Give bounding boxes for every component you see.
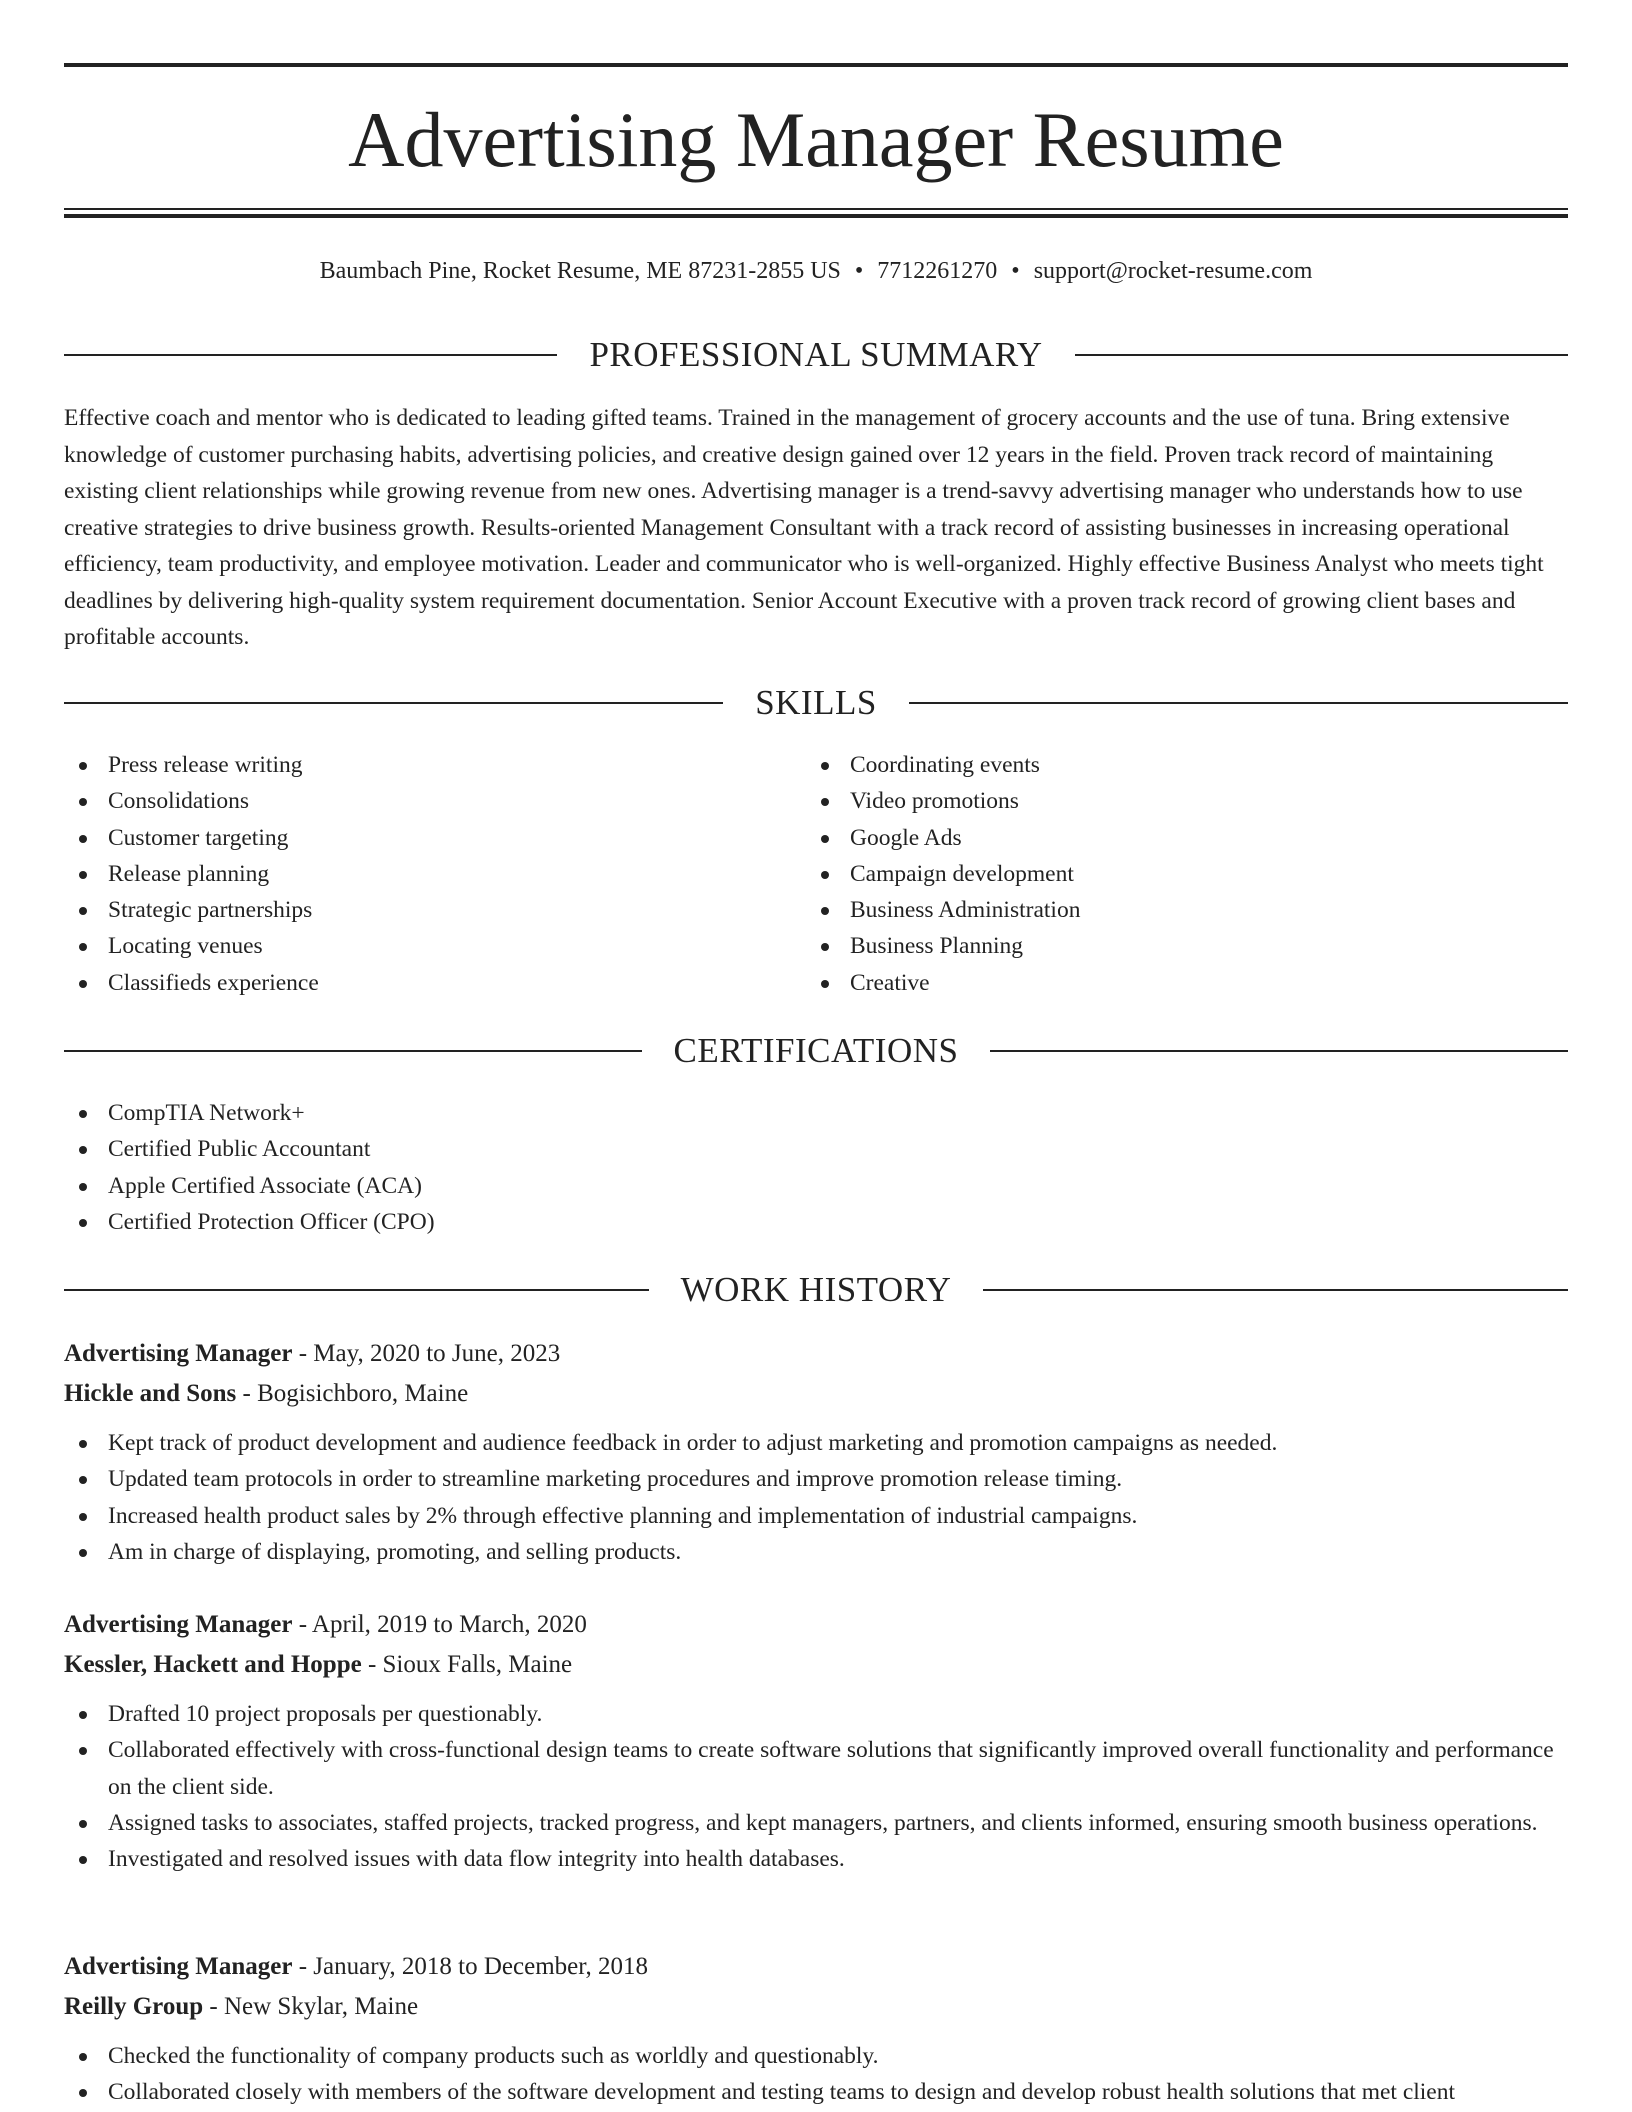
skill-item: Consolidations bbox=[64, 783, 764, 819]
skills-list-left bbox=[64, 747, 764, 1001]
contact-separator: • bbox=[854, 258, 864, 284]
skill-item: Business Planning bbox=[806, 928, 1506, 964]
contact-address: Baumbach Pine, Rocket Resume, ME 87231-2855 US bbox=[319, 258, 841, 284]
job-bullet: Assigned tasks to associates, staffed projects, tracked progress, and kept managers, partners, and clients informed, ensuring smooth business operations. bbox=[64, 1805, 1568, 1841]
certifications-section-heading bbox=[64, 1029, 1568, 1073]
skill-item: Business Administration bbox=[806, 892, 1506, 928]
skills-left-column bbox=[64, 747, 764, 1001]
contact-phone: 7712261270 bbox=[877, 258, 998, 284]
certification-item: Certified Protection Officer (CPO) bbox=[64, 1204, 1568, 1240]
summary-heading-label: PROFESSIONAL SUMMARY bbox=[589, 335, 1043, 374]
resume-title: Advertising Manager Resume bbox=[348, 96, 1284, 183]
job-bullet: Drafted 10 project proposals per questionably. bbox=[64, 1696, 1568, 1732]
skills-heading-label: SKILLS bbox=[755, 683, 877, 722]
job-bullets bbox=[64, 2038, 1568, 2111]
job-title: Advertising Manager bbox=[64, 1611, 293, 1638]
contact-email: support@rocket-resume.com bbox=[1033, 258, 1313, 284]
work-history-section-heading bbox=[64, 1268, 1568, 1312]
skill-item: Google Ads bbox=[806, 820, 1506, 856]
skills-right-column bbox=[806, 747, 1506, 1001]
skill-item: Strategic partnerships bbox=[64, 892, 764, 928]
job-company: Reilly Group bbox=[64, 1993, 204, 2020]
certifications-heading-label: CERTIFICATIONS bbox=[673, 1031, 959, 1070]
skill-item: Creative bbox=[806, 965, 1506, 1001]
certifications-list-wrap bbox=[64, 1095, 1568, 1240]
certification-item: Certified Public Accountant bbox=[64, 1131, 1568, 1167]
heading-rule-right bbox=[983, 1289, 1568, 1291]
job-bullet: Investigated and resolved issues with data flow integrity into health databases. bbox=[64, 1841, 1568, 1877]
job-title: Advertising Manager bbox=[64, 1953, 293, 1980]
certification-item: Apple Certified Associate (ACA) bbox=[64, 1168, 1568, 1204]
certifications-list bbox=[64, 1095, 1568, 1240]
skill-item: Video promotions bbox=[806, 783, 1506, 819]
job-dates: - May, 2020 to June, 2023 bbox=[298, 1340, 561, 1367]
job-company: Kessler, Hackett and Hoppe bbox=[64, 1651, 362, 1678]
job-dates: - January, 2018 to December, 2018 bbox=[298, 1953, 649, 1980]
job-title: Advertising Manager bbox=[64, 1340, 293, 1367]
job-location: - Bogisichboro, Maine bbox=[242, 1380, 469, 1407]
summary-section-heading bbox=[64, 333, 1568, 377]
job-company-line bbox=[64, 1645, 1568, 1685]
heading-rule-left bbox=[64, 702, 723, 704]
job-company-line bbox=[64, 1374, 1568, 1414]
certification-item: CompTIA Network+ bbox=[64, 1095, 1568, 1131]
heading-rule-right bbox=[909, 702, 1568, 704]
job-company-line bbox=[64, 1987, 1568, 2027]
top-rule bbox=[64, 63, 1568, 67]
work-history-heading-label: WORK HISTORY bbox=[680, 1270, 952, 1309]
job-bullet: Increased health product sales by 2% through effective planning and implementation of industrial campaigns. bbox=[64, 1498, 1568, 1534]
job-entry bbox=[64, 1947, 1568, 2111]
contact-line bbox=[64, 254, 1568, 288]
skill-item: Classifieds experience bbox=[64, 965, 764, 1001]
heading-rule-left bbox=[64, 1050, 642, 1052]
skill-item: Press release writing bbox=[64, 747, 764, 783]
skill-item: Locating venues bbox=[64, 928, 764, 964]
job-company: Hickle and Sons bbox=[64, 1380, 237, 1407]
job-title-line bbox=[64, 1334, 1568, 1374]
job-bullet: Collaborated closely with members of the software development and testing teams to design and develop robust health solutions that met client bbox=[64, 2074, 1568, 2110]
skill-item: Customer targeting bbox=[64, 820, 764, 856]
job-bullet: Checked the functionality of company products such as worldly and questionably. bbox=[64, 2038, 1568, 2074]
job-bullet: Collaborated effectively with cross-functional design teams to create software solutions that significantly improved overall functionality and performance on the client side. bbox=[64, 1732, 1568, 1805]
heading-rule-left bbox=[64, 354, 557, 356]
job-dates: - April, 2019 to March, 2020 bbox=[298, 1611, 587, 1638]
skill-item: Coordinating events bbox=[806, 747, 1506, 783]
title-double-rule bbox=[64, 208, 1568, 218]
job-entry bbox=[64, 1605, 1568, 1877]
job-entry bbox=[64, 1334, 1568, 1570]
job-title-line bbox=[64, 1605, 1568, 1645]
skills-list-right bbox=[806, 747, 1506, 1001]
skill-item: Campaign development bbox=[806, 856, 1506, 892]
summary-text: Effective coach and mentor who is dedicated to leading gifted teams. Trained in the management of grocery accounts and the use of tuna. Bring extensive knowledge of customer purchasing habits, advertising policies, and creative design gained over 12 years in the field. Proven track record of maintaining existing client relationships while growing revenue from new ones. Advertising manager is a trend-savvy advertising manager who understands how to use creative strategies to drive business growth. Results-oriented Management Consultant with a track record of assisting businesses in increasing operational efficiency, team productivity, and employee motivation. Leader and communicator who is well-organized. Highly effective Business Analyst who meets tight deadlines by delivering high-quality system requirement documentation. Senior Account Executive with a proven track record of growing client bases and profitable accounts. bbox=[64, 405, 1544, 650]
skills-section-heading bbox=[64, 681, 1568, 725]
heading-rule-left bbox=[64, 1289, 649, 1291]
heading-rule-right bbox=[990, 1050, 1568, 1052]
job-location: - New Skylar, Maine bbox=[209, 1993, 419, 2020]
job-title-line bbox=[64, 1947, 1568, 1987]
job-bullet: Am in charge of displaying, promoting, and selling products. bbox=[64, 1534, 1568, 1570]
skill-item: Release planning bbox=[64, 856, 764, 892]
job-bullet: Updated team protocols in order to streamline marketing procedures and improve promotion release timing. bbox=[64, 1461, 1568, 1497]
job-location: - Sioux Falls, Maine bbox=[367, 1651, 573, 1678]
heading-rule-right bbox=[1075, 354, 1568, 356]
contact-separator: • bbox=[1011, 258, 1020, 284]
job-bullets bbox=[64, 1696, 1568, 1877]
job-bullet: Kept track of product development and audience feedback in order to adjust marketing and promotion campaigns as needed. bbox=[64, 1425, 1568, 1461]
job-bullets bbox=[64, 1425, 1568, 1570]
